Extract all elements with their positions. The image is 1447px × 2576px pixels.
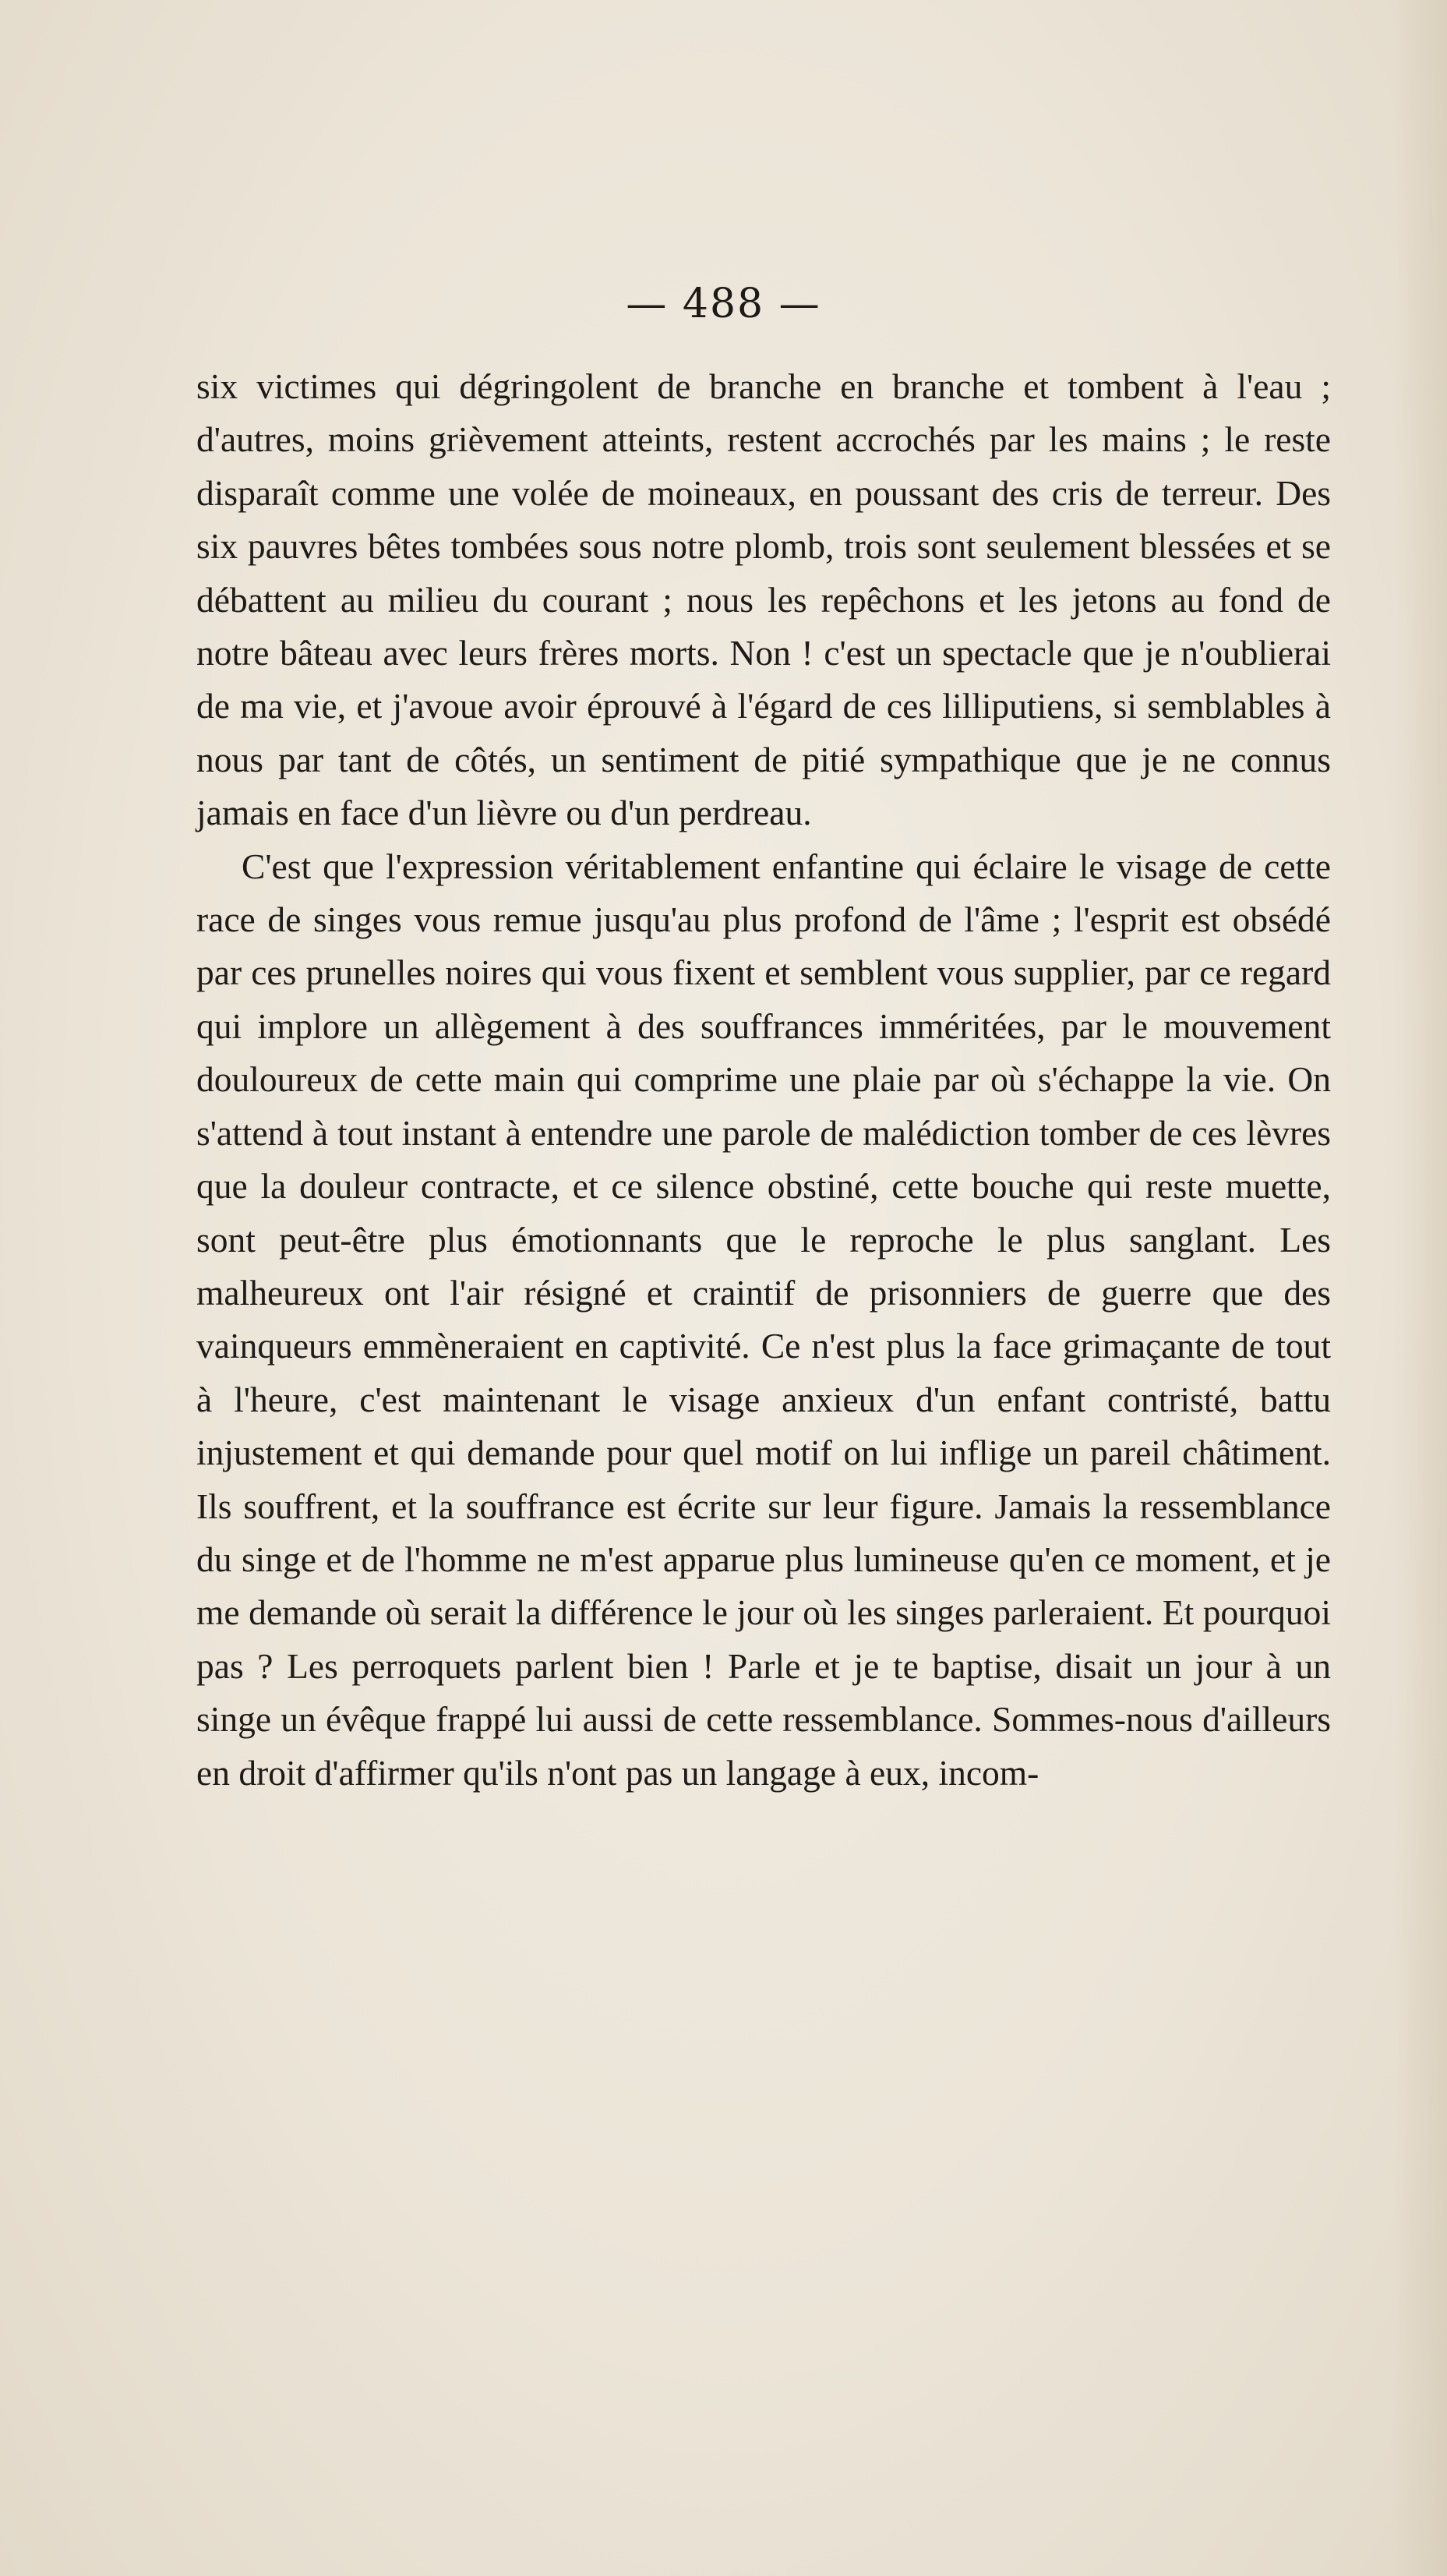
paragraph-2: C'est que l'expression véritablement enfantine qui éclaire le visage de cette race de singes vous remue jusqu'au plus profond de l'âme ; l'esprit est obsédé par ces prunelles noires qui vous fixent et semblent vous supplier, par ce regard qui implore un allègement à des souffrances imméritées, par le mouvement douloureux de cette main qui comprime une plaie par où s'échappe la vie. On s'attend à tout instant à entendre une parole de malédiction tomber de ces lèvres que la douleur contracte, et ce silence obstiné, cette bouche qui reste muette, sont peut-être plus émotionnants que le reproche le plus sanglant. Les malheureux ont l'air résigné et craintif de prisonniers de guerre que des vainqueurs emmèneraient en captivité. Ce n'est plus la face grimaçante de tout à l'heure, c'est maintenant le visage anxieux d'un enfant contristé, battu injustement et qui demande pour quel motif on lui inflige un pareil châtiment. Ils souffrent, et la souffrance est écrite sur leur figure. Jamais la ressemblance du singe et de l'homme ne m'est apparue plus lumineuse qu'en ce moment, et je me demande où serait la différence le jour où les singes parleraient. Et pourquoi pas ? Les perroquets parlent bien ! Parle et je te baptise, disait un jour à un singe un évêque frappé lui aussi de cette ressemblance. Sommes-nous d'ailleurs en droit d'affirmer qu'ils n'ont pas un langage à eux, incom-: [196, 846, 1331, 1793]
page-number: — 488 —: [626, 281, 821, 327]
page-edge-shadow: [1392, 0, 1447, 2576]
body-text: [196, 360, 1331, 1800]
paragraph-1: six victimes qui dégringolent de branche en branche et tombent à l'eau ; d'autres, moins grièvement atteints, restent accrochés par les mains ; le reste disparaît comme une volée de moineaux, en poussant des cris de terreur. Des six pauvres bêtes tombées sous notre plomb, trois sont seulement blessées et se débattent au milieu du courant ; nous les repêchons et les jetons au fond de notre bâteau avec leurs frères morts. Non ! c'est un spectacle que je n'oublierai de ma vie, et j'avoue avoir éprouvé à l'égard de ces lilliputiens, si semblables à nous par tant de côtés, un sentiment de pitié sympathique que je ne connus jamais en face d'un lièvre ou d'un perdreau.: [196, 366, 1331, 833]
